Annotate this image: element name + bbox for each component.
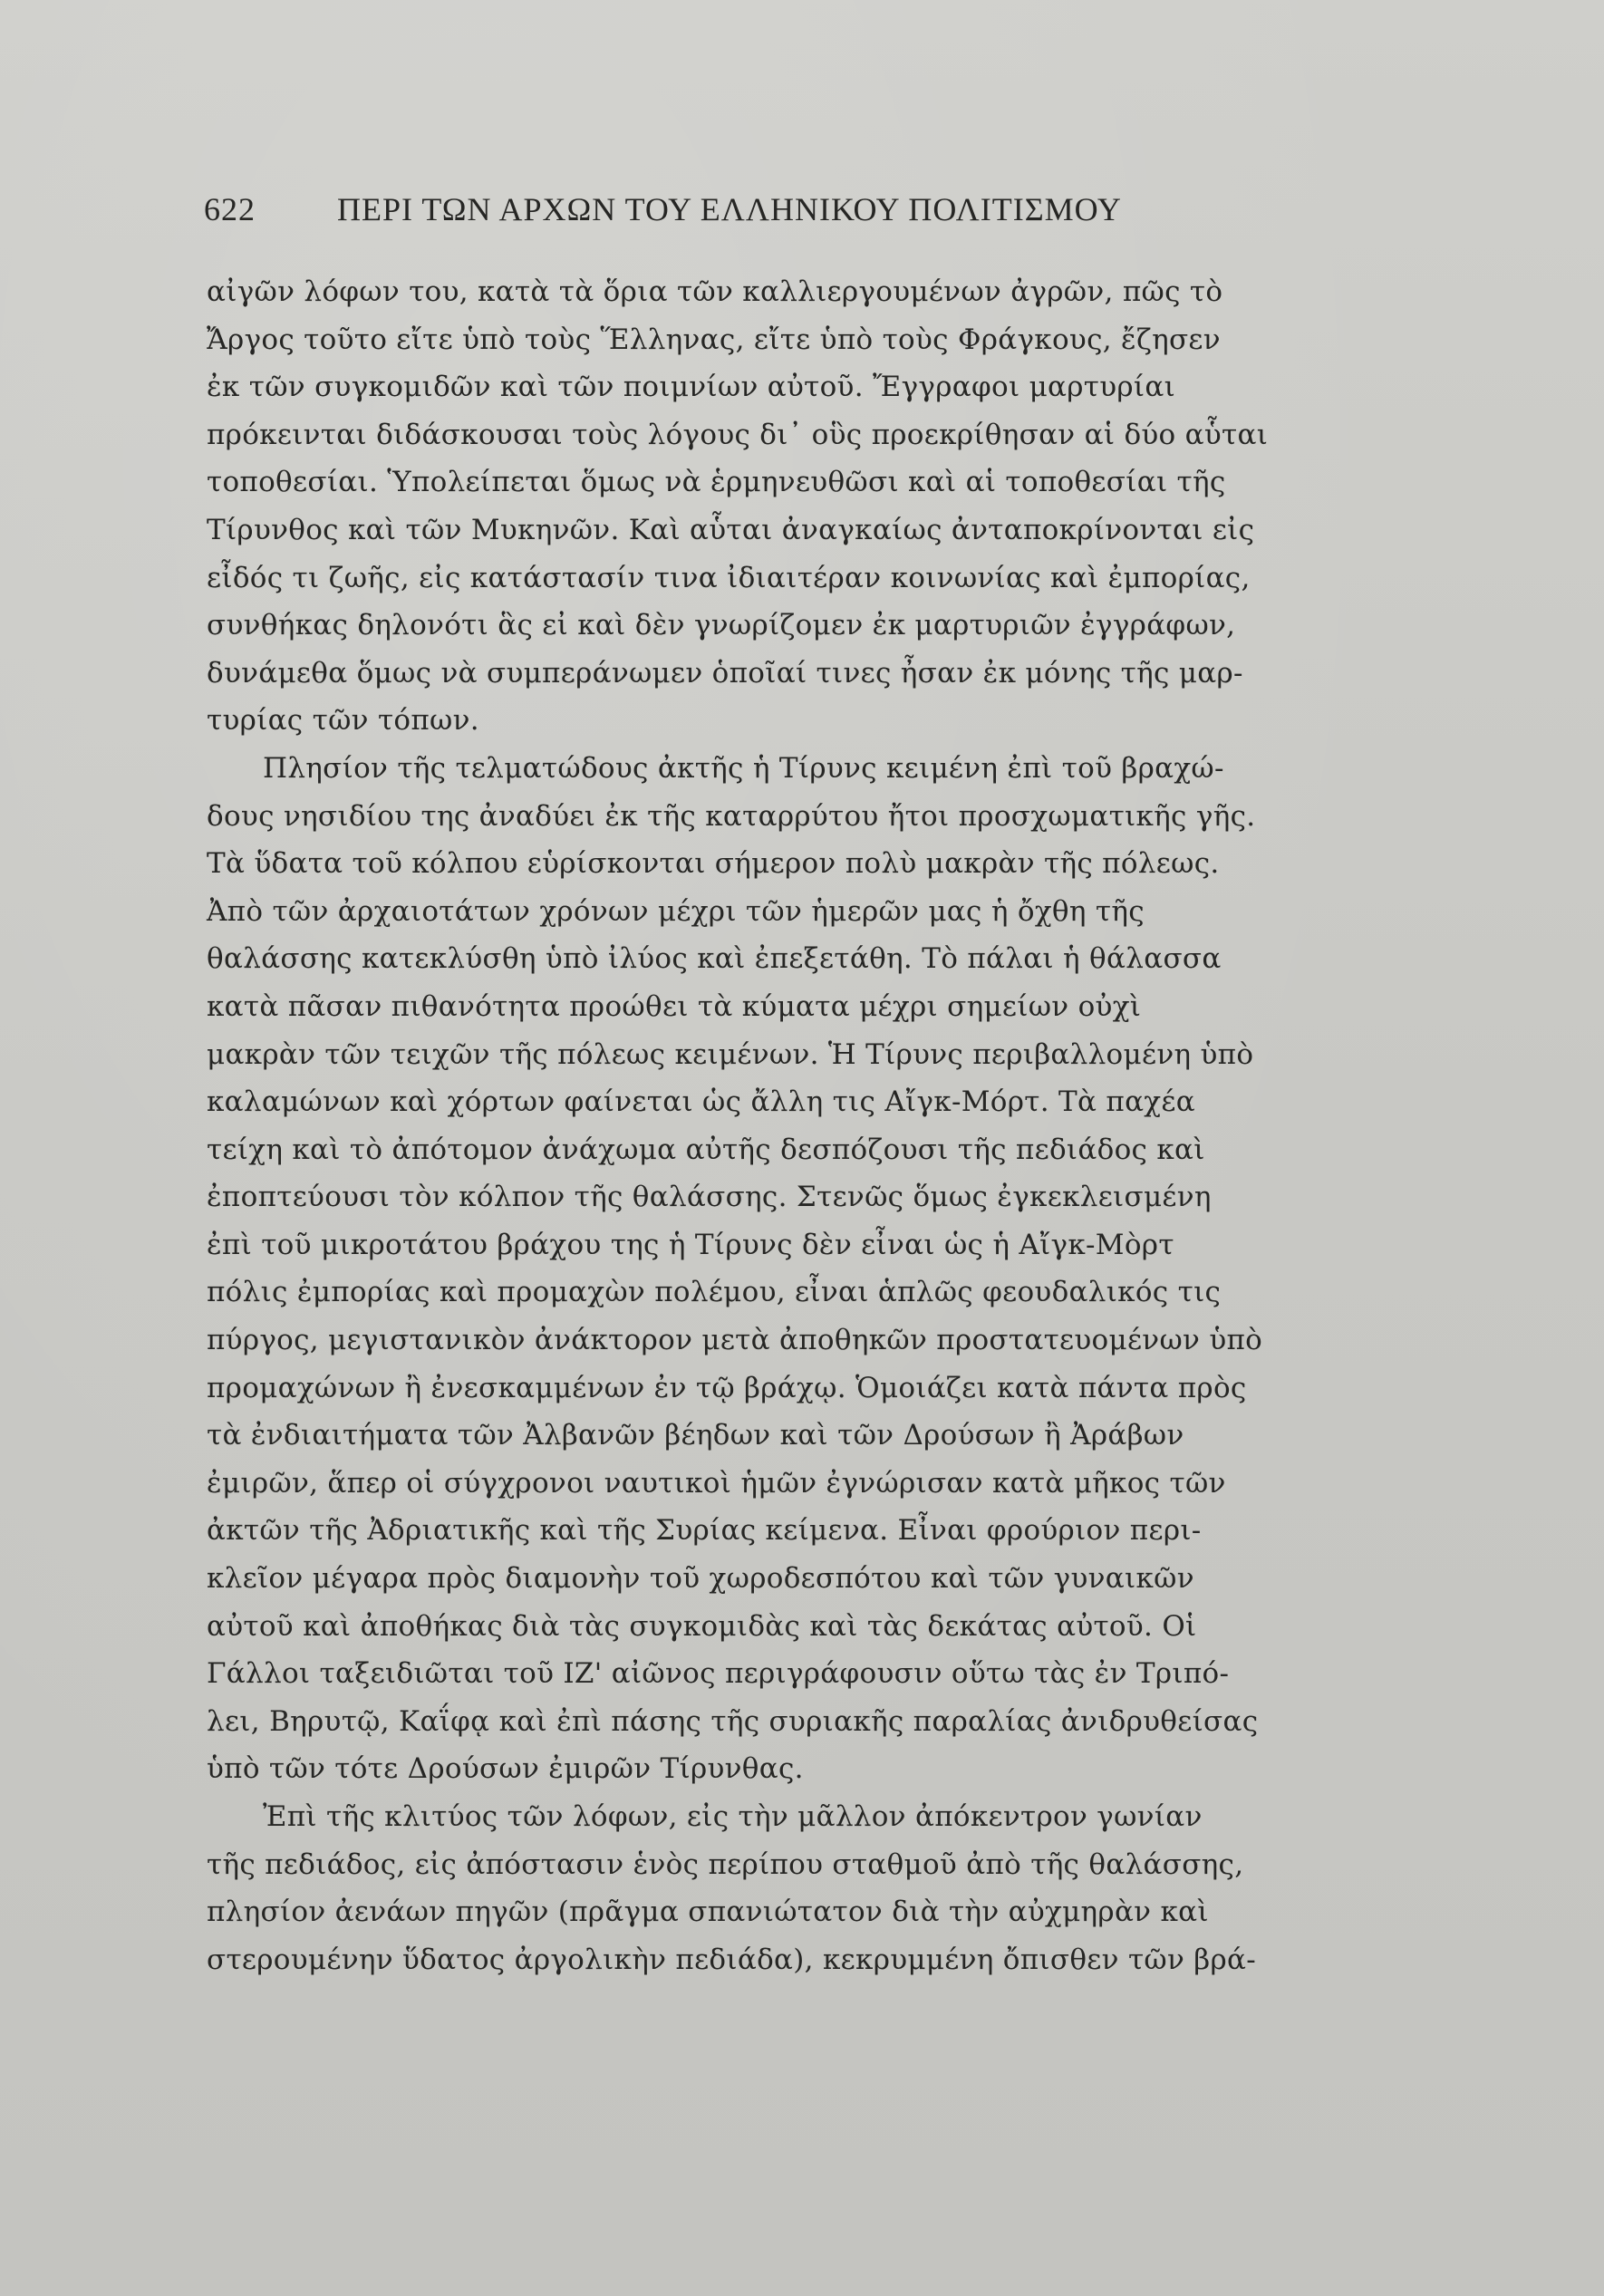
text-line: Ἀπὸ τῶν ἀρχαιοτάτων χρόνων μέχρι τῶν ἡμερῶν μας ἡ ὄχθη τῆς	[207, 894, 1145, 928]
text-line: εἶδός τι ζωῆς, εἰς κατάστασίν τινα ἰδιαιτέραν κοινωνίας καὶ ἐμπορίας,	[207, 561, 1251, 594]
text-line: ἐποπτεύουσι τὸν κόλπον τῆς θαλάσσης. Στενῶς ὅμως ἐγκεκλεισμένη	[207, 1181, 1212, 1214]
text-line: στερουμένην ὕδατος ἀργολικὴν πεδιάδα), κεκρυμμένη ὄπισθεν τῶν βρά-	[207, 1943, 1257, 1976]
running-head	[204, 190, 1219, 236]
text-line: Τὰ ὕδατα τοῦ κόλπου εὑρίσκονται σήμερον πολὺ μακρὰν τῆς πόλεως.	[207, 847, 1220, 881]
text-line: πλησίον ἀενάων πηγῶν (πρᾶγμα σπανιώτατον διὰ τὴν αὐχμηρὰν καὶ	[207, 1896, 1209, 1929]
paragraph-start-line: Ἐπὶ τῆς κλιτύος τῶν λόφων, εἰς τὴν μᾶλλον ἀπόκεντρον γωνίαν	[263, 1800, 1203, 1833]
text-line: αἰγῶν λόφων του, κατὰ τὰ ὅρια τῶν καλλιεργουμένων ἀγρῶν, πῶς τὸ	[207, 275, 1223, 308]
text-line: ὑπὸ τῶν τότε Δρούσων ἐμιρῶν Τίρυνθας.	[207, 1752, 804, 1786]
text-line: δυνάμεθα ὅμως νὰ συμπεράνωμεν ὁποῖαί τινες ἦσαν ἐκ μόνης τῆς μαρ-	[207, 656, 1243, 690]
text-line: τὰ ἐνδιαιτήματα τῶν Ἀλβανῶν βέηδων καὶ τῶν Δρούσων ἢ Ἀράβων	[207, 1419, 1184, 1452]
text-line: κατὰ πᾶσαν πιθανότητα προώθει τὰ κύματα μέχρι σημείων οὐχὶ	[207, 989, 1142, 1023]
text-line: ἀκτῶν τῆς Ἀδριατικῆς καὶ τῆς Συρίας κείμενα. Εἶναι φρούριον περι-	[207, 1514, 1202, 1548]
text-line: τείχη καὶ τὸ ἀπότομον ἀνάχωμα αὐτῆς δεσπόζουσι τῆς πεδιάδος καὶ	[207, 1133, 1205, 1166]
running-title: ΠΕΡΙ ΤΩΝ ΑΡΧΩΝ ΤΟΥ ΕΛΛΗΝΙΚΟΥ ΠΟΛΙΤΙΣΜΟΥ	[337, 191, 1122, 227]
text-line: προμαχώνων ἢ ἐνεσκαμμένων ἐν τῷ βράχῳ. Ὁμοιάζει κατὰ πάντα πρὸς	[207, 1371, 1247, 1404]
text-line: τυρίας τῶν τόπων.	[207, 704, 479, 738]
text-line: αὐτοῦ καὶ ἀποθήκας διὰ τὰς συγκομιδὰς καὶ τὰς δεκάτας αὐτοῦ. Οἱ	[207, 1609, 1197, 1643]
text-line: Ἄργος τοῦτο εἴτε ὑπὸ τοὺς Ἕλληνας, εἴτε ὑπὸ τοὺς Φράγκους, ἔζησεν	[207, 323, 1221, 356]
text-line: πρόκεινται διδάσκουσαι τοὺς λόγους δι᾿ οὓς προεκρίθησαν αἱ δύο αὗται	[207, 418, 1269, 451]
body-text	[207, 268, 1403, 1983]
text-line: ἐκ τῶν συγκομιδῶν καὶ τῶν ποιμνίων αὐτοῦ. Ἔγγραφοι μαρτυρίαι	[207, 371, 1176, 404]
text-line: πόλις ἐμπορίας καὶ προμαχὼν πολέμου, εἶναι ἁπλῶς φεουδαλικός τις	[207, 1276, 1222, 1309]
text-line: Τίρυνθος καὶ τῶν Μυκηνῶν. Καὶ αὗται ἀναγκαίως ἀνταποκρίνονται εἰς	[207, 513, 1255, 546]
text-line: λει, Βηρυτῷ, Καΐφᾳ καὶ ἐπὶ πάσης τῆς συριακῆς παραλίας ἀνιδρυθείσας	[207, 1704, 1259, 1738]
text-line: ἐπὶ τοῦ μικροτάτου βράχου της ἡ Τίρυνς δὲν εἶναι ὡς ἡ Αἴγκ-Μὸρτ	[207, 1228, 1174, 1261]
page-number: 622	[204, 191, 256, 227]
text-line: Γάλλοι ταξειδιῶται τοῦ ΙΖ' αἰῶνος περιγράφουσιν οὕτω τὰς ἐν Τριπό-	[207, 1657, 1230, 1691]
text-line: ἐμιρῶν, ἅπερ οἱ σύγχρονοι ναυτικοὶ ἡμῶν ἐγνώρισαν κατὰ μῆκος τῶν	[207, 1466, 1226, 1500]
text-line: πύργος, μεγιστανικὸν ἀνάκτορον μετὰ ἀποθηκῶν προστατευομένων ὑπὸ	[207, 1324, 1263, 1357]
text-line: καλαμώνων καὶ χόρτων φαίνεται ὡς ἄλλη τις Αἴγκ-Μόρτ. Τὰ παχέα	[207, 1085, 1195, 1119]
text-line: τοποθεσίαι. Ὑπολείπεται ὅμως νὰ ἑρμηνευθῶσι καὶ αἱ τοποθεσίαι τῆς	[207, 466, 1226, 499]
text-line: κλεῖον μέγαρα πρὸς διαμονὴν τοῦ χωροδεσπότου καὶ τῶν γυναικῶν	[207, 1562, 1194, 1596]
text-line: συνθήκας δηλονότι ἃς εἰ καὶ δὲν γνωρίζομεν ἐκ μαρτυριῶν ἐγγράφων,	[207, 609, 1236, 642]
text-line: δους νησιδίου της ἀναδύει ἐκ τῆς καταρρύτου ἤτοι προσχωματικῆς γῆς.	[207, 799, 1256, 833]
text-line: θαλάσσης κατεκλύσθη ὑπὸ ἰλύος καὶ ἐπεξετάθη. Τὸ πάλαι ἡ θάλασσα	[207, 942, 1222, 976]
paragraph-start-line: Πλησίον τῆς τελματώδους ἀκτῆς ἡ Τίρυνς κειμένη ἐπὶ τοῦ βραχώ-	[263, 751, 1224, 785]
text-line: μακρὰν τῶν τειχῶν τῆς πόλεως κειμένων. Ἡ Τίρυνς περιβαλλομένη ὑπὸ	[207, 1037, 1254, 1071]
text-line: τῆς πεδιάδος, εἰς ἀπόστασιν ἑνὸς περίπου σταθμοῦ ἀπὸ τῆς θαλάσσης,	[207, 1847, 1244, 1881]
